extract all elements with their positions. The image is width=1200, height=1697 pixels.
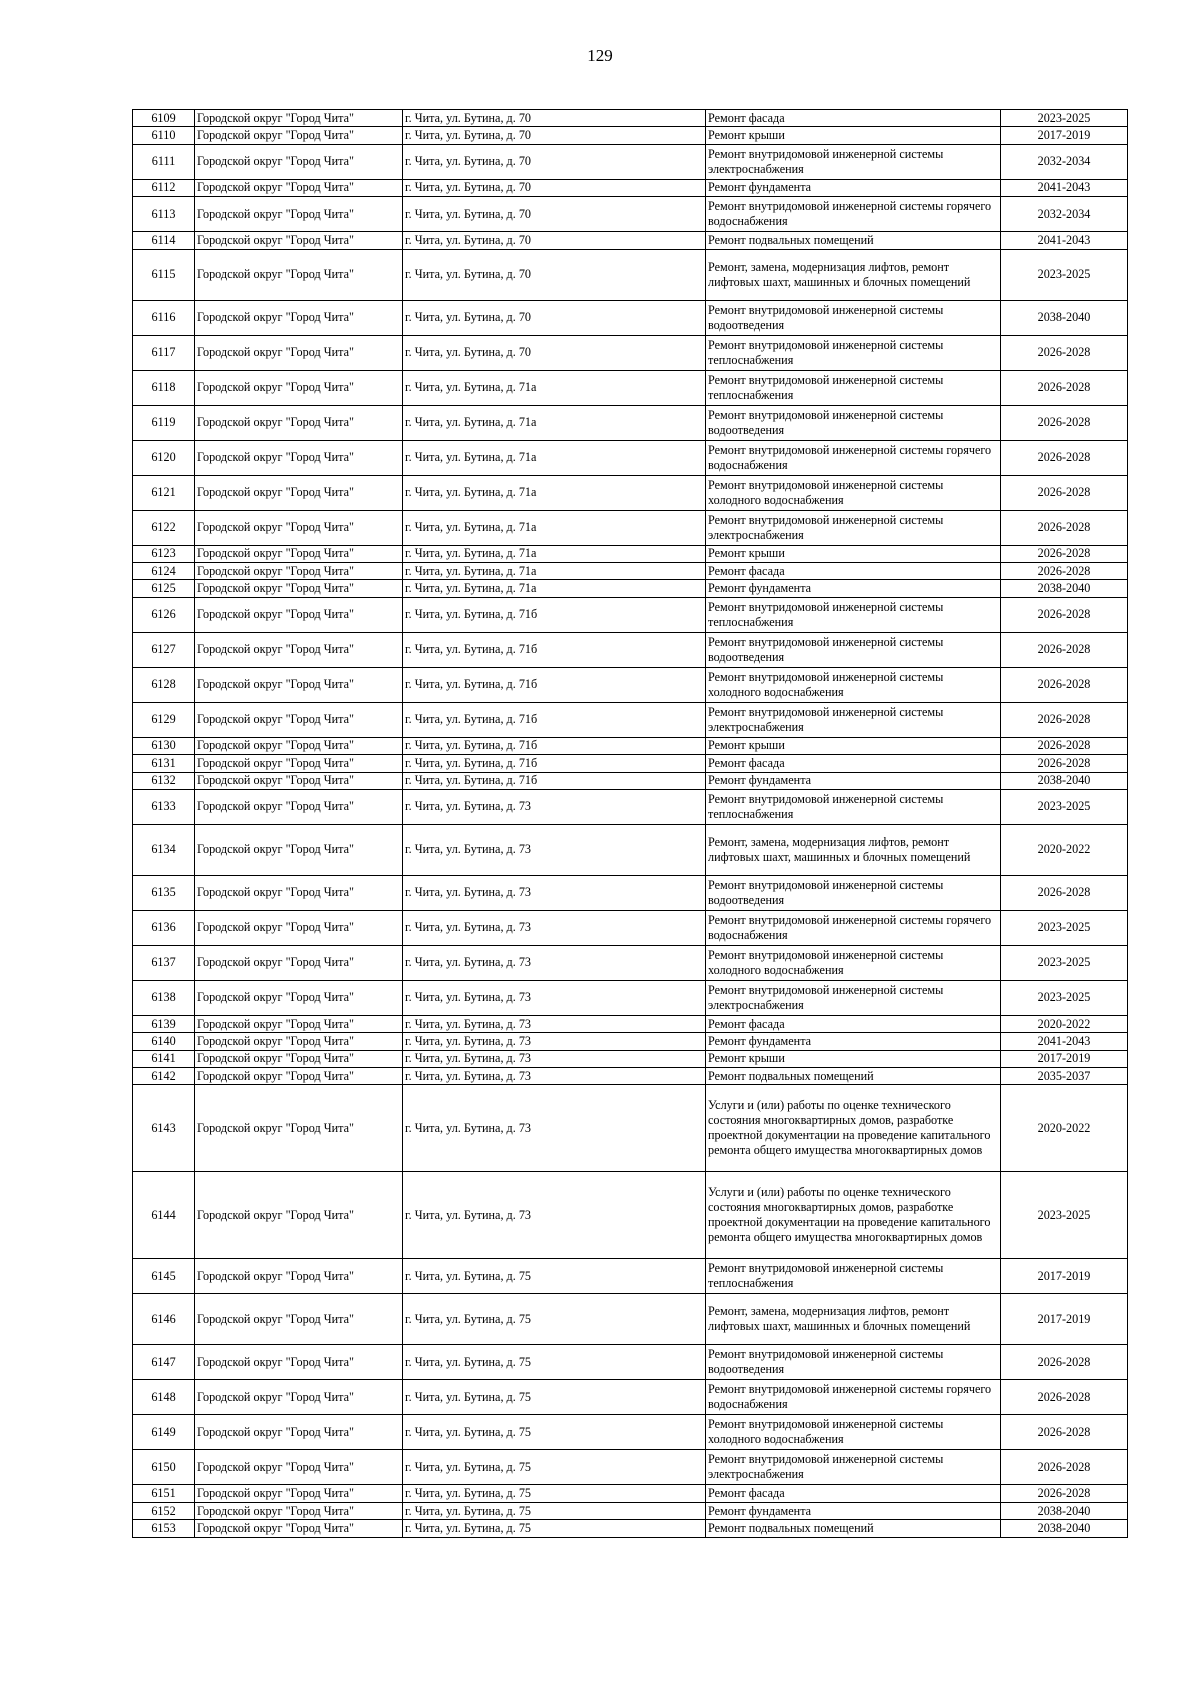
work-type-cell: Ремонт крыши (706, 545, 1001, 562)
row-number-cell: 6117 (133, 335, 195, 370)
period-cell: 2026-2028 (1001, 597, 1128, 632)
table-row (133, 737, 1128, 754)
period-cell: 2026-2028 (1001, 335, 1128, 370)
municipality-cell: Городской округ "Город Чита" (195, 824, 403, 875)
address-cell: г. Чита, ул. Бутина, д. 71а (403, 510, 706, 545)
municipality-cell: Городской округ "Город Чита" (195, 562, 403, 579)
period-cell: 2026-2028 (1001, 1485, 1128, 1502)
period-cell: 2023-2025 (1001, 980, 1128, 1015)
table-row (133, 910, 1128, 945)
period-cell: 2026-2028 (1001, 1380, 1128, 1415)
municipality-cell: Городской округ "Город Чита" (195, 1415, 403, 1450)
row-number-cell: 6127 (133, 632, 195, 667)
row-number-cell: 6119 (133, 405, 195, 440)
period-cell: 2038-2040 (1001, 772, 1128, 789)
municipality-cell: Городской округ "Город Чита" (195, 1015, 403, 1032)
address-cell: г. Чита, ул. Бутина, д. 71а (403, 475, 706, 510)
work-type-cell: Ремонт внутридомовой инженерной системы электроснабжения (706, 702, 1001, 737)
row-number-cell: 6140 (133, 1033, 195, 1050)
table-row (133, 945, 1128, 980)
work-type-cell: Ремонт внутридомовой инженерной системы водоотведения (706, 300, 1001, 335)
table-row (133, 475, 1128, 510)
period-cell: 2023-2025 (1001, 945, 1128, 980)
row-number-cell: 6144 (133, 1172, 195, 1259)
period-cell: 2038-2040 (1001, 300, 1128, 335)
period-cell: 2017-2019 (1001, 1259, 1128, 1294)
work-type-cell: Ремонт внутридомовой инженерной системы холодного водоснабжения (706, 475, 1001, 510)
address-cell: г. Чита, ул. Бутина, д. 73 (403, 875, 706, 910)
work-type-cell: Ремонт внутридомовой инженерной системы водоотведения (706, 1345, 1001, 1380)
table-row (133, 144, 1128, 179)
work-type-cell: Ремонт, замена, модернизация лифтов, ремонт лифтовых шахт, машинных и блочных помещений (706, 1294, 1001, 1345)
work-type-cell: Ремонт фундамента (706, 1033, 1001, 1050)
municipality-cell: Городской округ "Город Чита" (195, 1259, 403, 1294)
table-row (133, 110, 1128, 127)
municipality-cell: Городской округ "Город Чита" (195, 1345, 403, 1380)
address-cell: г. Чита, ул. Бутина, д. 73 (403, 945, 706, 980)
table-row (133, 127, 1128, 144)
table-row (133, 702, 1128, 737)
table-row (133, 405, 1128, 440)
row-number-cell: 6111 (133, 144, 195, 179)
row-number-cell: 6150 (133, 1450, 195, 1485)
address-cell: г. Чита, ул. Бутина, д. 71б (403, 755, 706, 772)
work-type-cell: Ремонт фундамента (706, 580, 1001, 597)
row-number-cell: 6134 (133, 824, 195, 875)
period-cell: 2023-2025 (1001, 1172, 1128, 1259)
table-row (133, 1068, 1128, 1085)
row-number-cell: 6121 (133, 475, 195, 510)
work-type-cell: Ремонт крыши (706, 127, 1001, 144)
municipality-cell: Городской округ "Город Чита" (195, 1085, 403, 1172)
address-cell: г. Чита, ул. Бутина, д. 70 (403, 335, 706, 370)
municipality-cell: Городской округ "Город Чита" (195, 737, 403, 754)
municipality-cell: Городской округ "Город Чита" (195, 1294, 403, 1345)
work-type-cell: Ремонт фундамента (706, 1502, 1001, 1519)
work-type-cell: Ремонт внутридомовой инженерной системы холодного водоснабжения (706, 1415, 1001, 1450)
municipality-cell: Городской округ "Город Чита" (195, 980, 403, 1015)
municipality-cell: Городской округ "Город Чита" (195, 667, 403, 702)
table-row (133, 1085, 1128, 1172)
period-cell: 2026-2028 (1001, 737, 1128, 754)
table-row (133, 1050, 1128, 1067)
work-type-cell: Услуги и (или) работы по оценке технического состояния многоквартирных домов, разработке проектной документации на проведение капитального ремонта общего имущества многоквартирных домов (706, 1172, 1001, 1259)
work-type-cell: Ремонт внутридомовой инженерной системы холодного водоснабжения (706, 667, 1001, 702)
row-number-cell: 6109 (133, 110, 195, 127)
municipality-cell: Городской округ "Город Чита" (195, 475, 403, 510)
address-cell: г. Чита, ул. Бутина, д. 71б (403, 702, 706, 737)
row-number-cell: 6145 (133, 1259, 195, 1294)
address-cell: г. Чита, ул. Бутина, д. 75 (403, 1259, 706, 1294)
municipality-cell: Городской округ "Город Чита" (195, 370, 403, 405)
work-type-cell: Ремонт внутридомовой инженерной системы водоотведения (706, 875, 1001, 910)
address-cell: г. Чита, ул. Бутина, д. 73 (403, 1172, 706, 1259)
work-type-cell: Ремонт фасада (706, 1485, 1001, 1502)
address-cell: г. Чита, ул. Бутина, д. 73 (403, 1085, 706, 1172)
address-cell: г. Чита, ул. Бутина, д. 71б (403, 737, 706, 754)
period-cell: 2026-2028 (1001, 545, 1128, 562)
table-row (133, 875, 1128, 910)
period-cell: 2023-2025 (1001, 910, 1128, 945)
table-body (133, 110, 1128, 1538)
address-cell: г. Чита, ул. Бутина, д. 70 (403, 179, 706, 196)
table-row (133, 824, 1128, 875)
municipality-cell: Городской округ "Город Чита" (195, 910, 403, 945)
municipality-cell: Городской округ "Город Чита" (195, 335, 403, 370)
row-number-cell: 6147 (133, 1345, 195, 1380)
table-row (133, 179, 1128, 196)
work-type-cell: Ремонт подвальных помещений (706, 1520, 1001, 1537)
municipality-cell: Городской округ "Город Чита" (195, 789, 403, 824)
work-type-cell: Ремонт фасада (706, 755, 1001, 772)
period-cell: 2026-2028 (1001, 562, 1128, 579)
period-cell: 2026-2028 (1001, 632, 1128, 667)
row-number-cell: 6116 (133, 300, 195, 335)
table-row (133, 1294, 1128, 1345)
work-type-cell: Ремонт внутридомовой инженерной системы горячего водоснабжения (706, 440, 1001, 475)
row-number-cell: 6113 (133, 197, 195, 232)
municipality-cell: Городской округ "Город Чита" (195, 1502, 403, 1519)
row-number-cell: 6130 (133, 737, 195, 754)
municipality-cell: Городской округ "Город Чита" (195, 1033, 403, 1050)
period-cell: 2041-2043 (1001, 1033, 1128, 1050)
table-row (133, 1380, 1128, 1415)
municipality-cell: Городской округ "Город Чита" (195, 1450, 403, 1485)
municipality-cell: Городской округ "Город Чита" (195, 179, 403, 196)
row-number-cell: 6131 (133, 755, 195, 772)
municipality-cell: Городской округ "Город Чита" (195, 300, 403, 335)
period-cell: 2038-2040 (1001, 1502, 1128, 1519)
address-cell: г. Чита, ул. Бутина, д. 75 (403, 1415, 706, 1450)
table-row (133, 335, 1128, 370)
row-number-cell: 6126 (133, 597, 195, 632)
work-type-cell: Ремонт подвальных помещений (706, 232, 1001, 249)
municipality-cell: Городской округ "Город Чита" (195, 755, 403, 772)
table-row (133, 510, 1128, 545)
municipality-cell: Городской округ "Город Чита" (195, 1050, 403, 1067)
table-row (133, 249, 1128, 300)
period-cell: 2026-2028 (1001, 510, 1128, 545)
municipality-cell: Городской округ "Город Чита" (195, 1520, 403, 1537)
address-cell: г. Чита, ул. Бутина, д. 71а (403, 405, 706, 440)
period-cell: 2023-2025 (1001, 110, 1128, 127)
municipality-cell: Городской округ "Город Чита" (195, 1380, 403, 1415)
table-row (133, 440, 1128, 475)
row-number-cell: 6135 (133, 875, 195, 910)
row-number-cell: 6133 (133, 789, 195, 824)
municipality-cell: Городской округ "Город Чита" (195, 1172, 403, 1259)
period-cell: 2023-2025 (1001, 249, 1128, 300)
period-cell: 2026-2028 (1001, 702, 1128, 737)
period-cell: 2026-2028 (1001, 1345, 1128, 1380)
table-row (133, 197, 1128, 232)
address-cell: г. Чита, ул. Бутина, д. 71а (403, 370, 706, 405)
period-cell: 2041-2043 (1001, 179, 1128, 196)
municipality-cell: Городской округ "Город Чита" (195, 249, 403, 300)
table-row (133, 789, 1128, 824)
row-number-cell: 6125 (133, 580, 195, 597)
address-cell: г. Чита, ул. Бутина, д. 70 (403, 144, 706, 179)
municipality-cell: Городской округ "Город Чита" (195, 772, 403, 789)
work-type-cell: Ремонт внутридомовой инженерной системы горячего водоснабжения (706, 197, 1001, 232)
work-type-cell: Ремонт фундамента (706, 179, 1001, 196)
work-type-cell: Ремонт внутридомовой инженерной системы горячего водоснабжения (706, 1380, 1001, 1415)
address-cell: г. Чита, ул. Бутина, д. 70 (403, 110, 706, 127)
work-type-cell: Ремонт внутридомовой инженерной системы теплоснабжения (706, 789, 1001, 824)
table-row (133, 370, 1128, 405)
address-cell: г. Чита, ул. Бутина, д. 71б (403, 667, 706, 702)
row-number-cell: 6115 (133, 249, 195, 300)
address-cell: г. Чита, ул. Бутина, д. 71б (403, 632, 706, 667)
address-cell: г. Чита, ул. Бутина, д. 71а (403, 562, 706, 579)
municipality-cell: Городской округ "Город Чита" (195, 632, 403, 667)
address-cell: г. Чита, ул. Бутина, д. 70 (403, 127, 706, 144)
municipality-cell: Городской округ "Город Чита" (195, 545, 403, 562)
address-cell: г. Чита, ул. Бутина, д. 73 (403, 1068, 706, 1085)
work-type-cell: Ремонт фасада (706, 1015, 1001, 1032)
address-cell: г. Чита, ул. Бутина, д. 70 (403, 232, 706, 249)
table-row (133, 1485, 1128, 1502)
address-cell: г. Чита, ул. Бутина, д. 73 (403, 980, 706, 1015)
address-cell: г. Чита, ул. Бутина, д. 75 (403, 1380, 706, 1415)
table-row (133, 580, 1128, 597)
period-cell: 2026-2028 (1001, 667, 1128, 702)
municipality-cell: Городской округ "Город Чита" (195, 1485, 403, 1502)
period-cell: 2026-2028 (1001, 1450, 1128, 1485)
row-number-cell: 6142 (133, 1068, 195, 1085)
work-type-cell: Ремонт фасада (706, 110, 1001, 127)
address-cell: г. Чита, ул. Бутина, д. 73 (403, 1050, 706, 1067)
address-cell: г. Чита, ул. Бутина, д. 75 (403, 1345, 706, 1380)
address-cell: г. Чита, ул. Бутина, д. 75 (403, 1502, 706, 1519)
table-row (133, 1502, 1128, 1519)
row-number-cell: 6110 (133, 127, 195, 144)
period-cell: 2026-2028 (1001, 755, 1128, 772)
address-cell: г. Чита, ул. Бутина, д. 71а (403, 545, 706, 562)
period-cell: 2032-2034 (1001, 144, 1128, 179)
table-row (133, 772, 1128, 789)
table-row (133, 632, 1128, 667)
address-cell: г. Чита, ул. Бутина, д. 73 (403, 1033, 706, 1050)
table-row (133, 300, 1128, 335)
row-number-cell: 6136 (133, 910, 195, 945)
period-cell: 2020-2022 (1001, 1085, 1128, 1172)
table-row (133, 1345, 1128, 1380)
row-number-cell: 6123 (133, 545, 195, 562)
row-number-cell: 6118 (133, 370, 195, 405)
period-cell: 2023-2025 (1001, 789, 1128, 824)
work-type-cell: Ремонт подвальных помещений (706, 1068, 1001, 1085)
work-type-cell: Ремонт внутридомовой инженерной системы водоотведения (706, 632, 1001, 667)
municipality-cell: Городской округ "Город Чита" (195, 127, 403, 144)
table-row (133, 1172, 1128, 1259)
row-number-cell: 6139 (133, 1015, 195, 1032)
work-type-cell: Ремонт, замена, модернизация лифтов, ремонт лифтовых шахт, машинных и блочных помещений (706, 249, 1001, 300)
work-type-cell: Услуги и (или) работы по оценке технического состояния многоквартирных домов, разработке проектной документации на проведение капитального ремонта общего имущества многоквартирных домов (706, 1085, 1001, 1172)
row-number-cell: 6138 (133, 980, 195, 1015)
row-number-cell: 6151 (133, 1485, 195, 1502)
address-cell: г. Чита, ул. Бутина, д. 75 (403, 1450, 706, 1485)
municipality-cell: Городской округ "Город Чита" (195, 110, 403, 127)
table-row (133, 1033, 1128, 1050)
municipality-cell: Городской округ "Город Чита" (195, 580, 403, 597)
work-type-cell: Ремонт внутридомовой инженерной системы электроснабжения (706, 1450, 1001, 1485)
period-cell: 2020-2022 (1001, 824, 1128, 875)
page-number: 129 (587, 46, 613, 65)
row-number-cell: 6141 (133, 1050, 195, 1067)
row-number-cell: 6137 (133, 945, 195, 980)
municipality-cell: Городской округ "Город Чита" (195, 405, 403, 440)
period-cell: 2026-2028 (1001, 440, 1128, 475)
work-type-cell: Ремонт, замена, модернизация лифтов, ремонт лифтовых шахт, машинных и блочных помещений (706, 824, 1001, 875)
period-cell: 2026-2028 (1001, 1415, 1128, 1450)
work-type-cell: Ремонт внутридомовой инженерной системы горячего водоснабжения (706, 910, 1001, 945)
row-number-cell: 6122 (133, 510, 195, 545)
row-number-cell: 6143 (133, 1085, 195, 1172)
municipality-cell: Городской округ "Город Чита" (195, 1068, 403, 1085)
row-number-cell: 6149 (133, 1415, 195, 1450)
period-cell: 2038-2040 (1001, 580, 1128, 597)
work-type-cell: Ремонт фундамента (706, 772, 1001, 789)
municipality-cell: Городской округ "Город Чита" (195, 197, 403, 232)
table-row (133, 1259, 1128, 1294)
address-cell: г. Чита, ул. Бутина, д. 71а (403, 580, 706, 597)
address-cell: г. Чита, ул. Бутина, д. 75 (403, 1485, 706, 1502)
municipality-cell: Городской округ "Город Чита" (195, 144, 403, 179)
municipality-cell: Городской округ "Город Чита" (195, 702, 403, 737)
row-number-cell: 6129 (133, 702, 195, 737)
table-row (133, 1015, 1128, 1032)
row-number-cell: 6124 (133, 562, 195, 579)
period-cell: 2032-2034 (1001, 197, 1128, 232)
row-number-cell: 6114 (133, 232, 195, 249)
address-cell: г. Чита, ул. Бутина, д. 73 (403, 824, 706, 875)
row-number-cell: 6120 (133, 440, 195, 475)
row-number-cell: 6153 (133, 1520, 195, 1537)
work-type-cell: Ремонт внутридомовой инженерной системы теплоснабжения (706, 335, 1001, 370)
table-row (133, 1520, 1128, 1537)
period-cell: 2035-2037 (1001, 1068, 1128, 1085)
period-cell: 2017-2019 (1001, 127, 1128, 144)
address-cell: г. Чита, ул. Бутина, д. 70 (403, 300, 706, 335)
municipality-cell: Городской округ "Город Чита" (195, 945, 403, 980)
period-cell: 2041-2043 (1001, 232, 1128, 249)
period-cell: 2026-2028 (1001, 405, 1128, 440)
row-number-cell: 6112 (133, 179, 195, 196)
work-type-cell: Ремонт крыши (706, 737, 1001, 754)
period-cell: 2017-2019 (1001, 1294, 1128, 1345)
work-type-cell: Ремонт фасада (706, 562, 1001, 579)
municipality-cell: Городской округ "Город Чита" (195, 875, 403, 910)
address-cell: г. Чита, ул. Бутина, д. 71б (403, 597, 706, 632)
row-number-cell: 6146 (133, 1294, 195, 1345)
work-type-cell: Ремонт внутридомовой инженерной системы теплоснабжения (706, 1259, 1001, 1294)
table-row (133, 597, 1128, 632)
table-row (133, 1415, 1128, 1450)
period-cell: 2020-2022 (1001, 1015, 1128, 1032)
address-cell: г. Чита, ул. Бутина, д. 70 (403, 249, 706, 300)
work-type-cell: Ремонт крыши (706, 1050, 1001, 1067)
table-row (133, 667, 1128, 702)
municipality-cell: Городской округ "Город Чита" (195, 597, 403, 632)
address-cell: г. Чита, ул. Бутина, д. 71а (403, 440, 706, 475)
work-type-cell: Ремонт внутридомовой инженерной системы электроснабжения (706, 144, 1001, 179)
table-row (133, 545, 1128, 562)
address-cell: г. Чита, ул. Бутина, д. 70 (403, 197, 706, 232)
municipality-cell: Городской округ "Город Чита" (195, 440, 403, 475)
table-row (133, 980, 1128, 1015)
table-row (133, 562, 1128, 579)
work-type-cell: Ремонт внутридомовой инженерной системы теплоснабжения (706, 597, 1001, 632)
period-cell: 2038-2040 (1001, 1520, 1128, 1537)
repair-schedule-table (132, 109, 1128, 1538)
address-cell: г. Чита, ул. Бутина, д. 73 (403, 789, 706, 824)
address-cell: г. Чита, ул. Бутина, д. 71б (403, 772, 706, 789)
row-number-cell: 6148 (133, 1380, 195, 1415)
period-cell: 2026-2028 (1001, 475, 1128, 510)
period-cell: 2026-2028 (1001, 370, 1128, 405)
row-number-cell: 6132 (133, 772, 195, 789)
row-number-cell: 6128 (133, 667, 195, 702)
work-type-cell: Ремонт внутридомовой инженерной системы теплоснабжения (706, 370, 1001, 405)
table-row (133, 755, 1128, 772)
address-cell: г. Чита, ул. Бутина, д. 75 (403, 1520, 706, 1537)
address-cell: г. Чита, ул. Бутина, д. 75 (403, 1294, 706, 1345)
address-cell: г. Чита, ул. Бутина, д. 73 (403, 910, 706, 945)
municipality-cell: Городской округ "Город Чита" (195, 232, 403, 249)
table-row (133, 1450, 1128, 1485)
municipality-cell: Городской округ "Город Чита" (195, 510, 403, 545)
period-cell: 2026-2028 (1001, 875, 1128, 910)
address-cell: г. Чита, ул. Бутина, д. 73 (403, 1015, 706, 1032)
work-type-cell: Ремонт внутридомовой инженерной системы холодного водоснабжения (706, 945, 1001, 980)
work-type-cell: Ремонт внутридомовой инженерной системы водоотведения (706, 405, 1001, 440)
row-number-cell: 6152 (133, 1502, 195, 1519)
work-type-cell: Ремонт внутридомовой инженерной системы электроснабжения (706, 980, 1001, 1015)
table-row (133, 232, 1128, 249)
period-cell: 2017-2019 (1001, 1050, 1128, 1067)
work-type-cell: Ремонт внутридомовой инженерной системы электроснабжения (706, 510, 1001, 545)
